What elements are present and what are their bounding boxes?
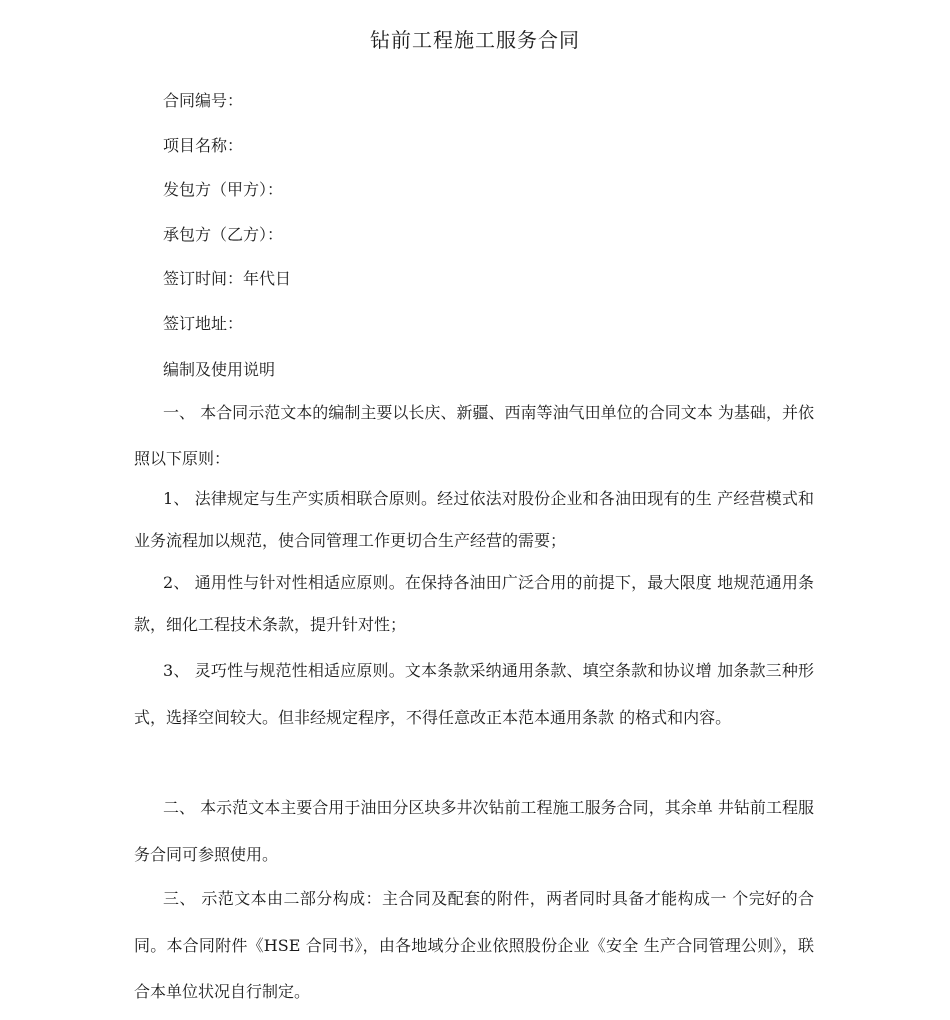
field-project-name: 项目名称： xyxy=(163,136,244,155)
paragraph-principle-3: 3、 灵巧性与规范性相适应原则。文本条款采纳通用条款、填空条款和协议增 加条款三种形式，选择空间较大。但非经规定程序，不得任意改正本范本通用条款 的格式和内容。 xyxy=(134,661,814,727)
section-heading: 编制及使用说明 xyxy=(163,360,276,379)
paragraph-2: 二、 本示范文本主要合用于油田分区块多井次钻前工程施工服务合同，其余单 井钻前工程服务合同可参照使用。 xyxy=(134,798,814,864)
field-signing-place: 签订地址： xyxy=(163,314,244,333)
field-signing-time: 签订时间：年代日 xyxy=(163,269,292,288)
paragraph-3: 三、 示范文本由二部分构成：主合同及配套的附件，两者同时具备才能构成一 个完好的合同。本合同附件《HSE 合同书》，由各地域分企业依照股份企业《安全 生产合同管理公则》，联合本单位状况自行制定。 xyxy=(134,889,814,1001)
paragraph-principle-2: 2、 通用性与针对性相适应原则。在保持各油田广泛合用的前提下，最大限度 地规范通用条款，细化工程技术条款，提升针对性； xyxy=(134,573,814,634)
field-contract-number: 合同编号： xyxy=(163,91,244,110)
paragraph-principle-1: 1、 法律规定与生产实质相联合原则。经过依法对股份企业和各油田现有的生 产经营模式和业务流程加以规范，使合同管理工作更切合生产经营的需要； xyxy=(134,489,814,550)
contract-title: 钻前工程施工服务合同 xyxy=(370,28,580,52)
field-party-b: 承包方（乙方）： xyxy=(163,225,284,244)
paragraph-1: 一、 本合同示范文本的编制主要以长庆、新疆、西南等油气田单位的合同文本 为基础，并依照以下原则： xyxy=(134,403,814,468)
field-party-a: 发包方（甲方）： xyxy=(163,180,284,199)
